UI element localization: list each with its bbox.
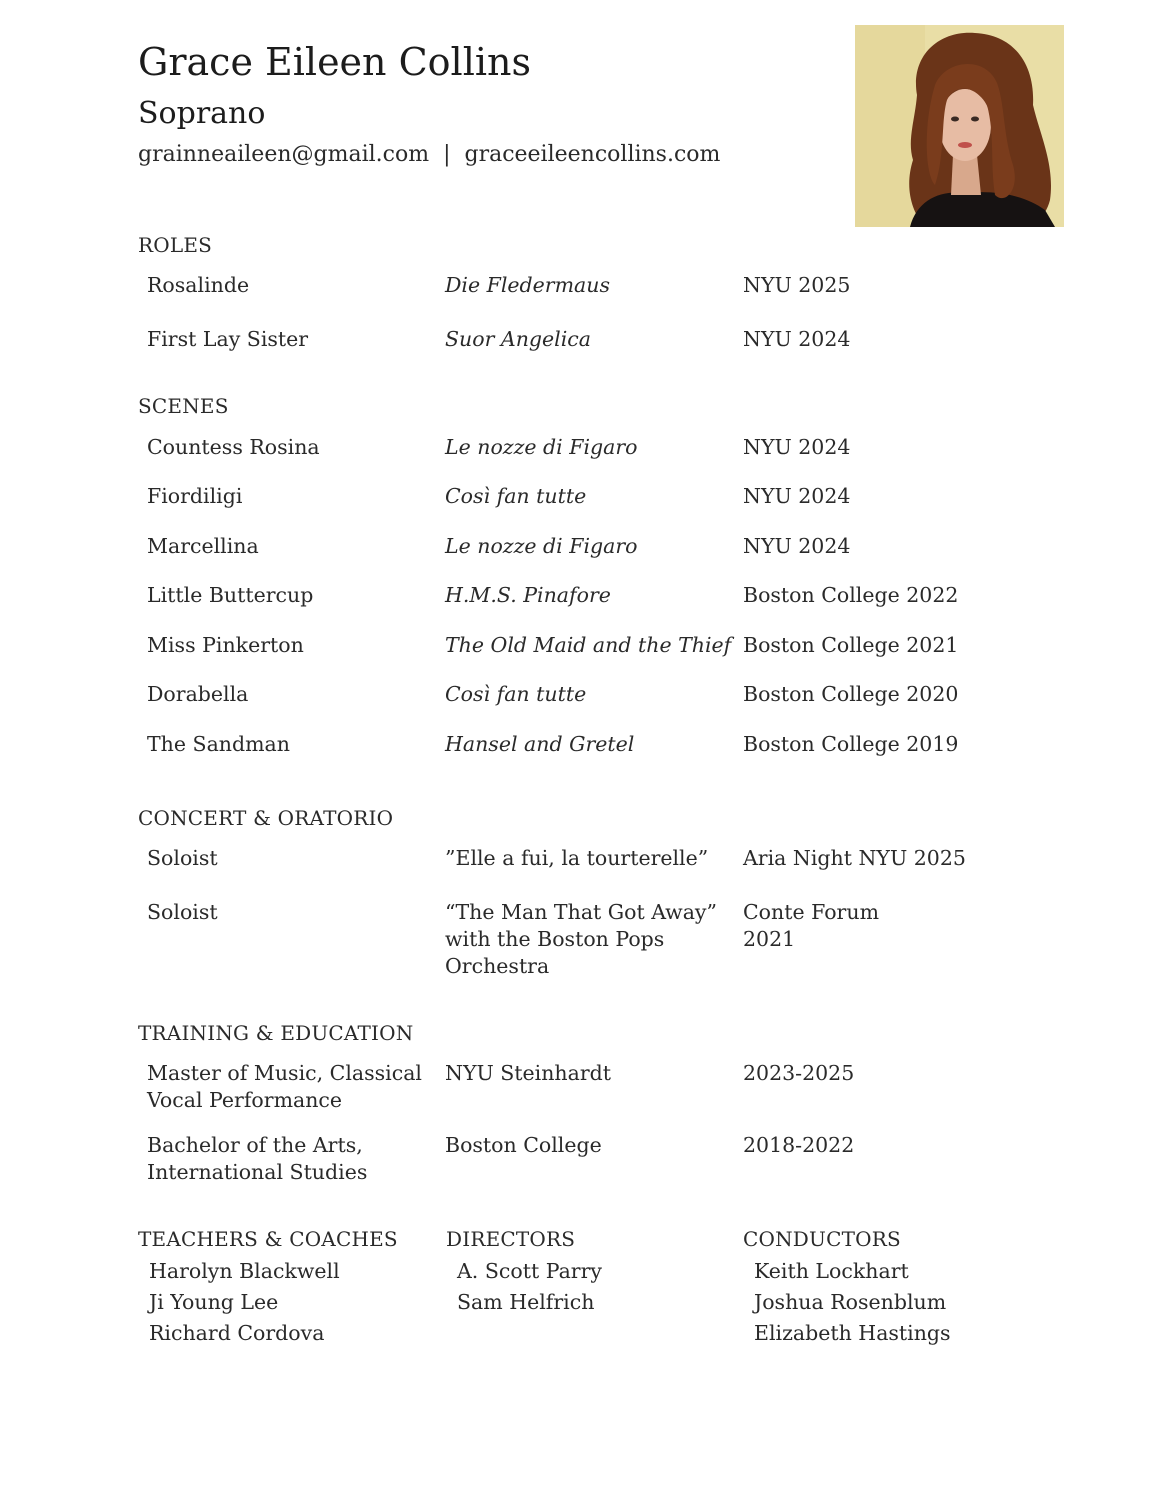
list-item: Keith Lockhart: [754, 1259, 909, 1283]
work-title: Die Fledermaus: [445, 273, 610, 297]
role-name: Fiordiligi: [147, 484, 243, 508]
directors-list: [457, 1256, 602, 1318]
portrait-photo-icon: [855, 25, 1064, 227]
section-heading-roles: ROLES: [138, 233, 213, 257]
role-name: Countess Rosina: [147, 435, 320, 459]
contact-separator: |: [443, 142, 451, 167]
list-item: Elizabeth Hastings: [754, 1321, 951, 1345]
role-name: Marcellina: [147, 534, 259, 558]
section-heading-scenes: SCENES: [138, 394, 229, 418]
section-heading-directors: DIRECTORS: [446, 1227, 576, 1251]
venue-year: Boston College 2020: [743, 682, 959, 706]
list-item: Sam Helfrich: [457, 1290, 595, 1314]
venue-year: Conte Forum 2021: [743, 900, 880, 951]
venue-year: NYU 2025: [743, 273, 851, 297]
email-link[interactable]: grainneaileen@gmail.com: [138, 142, 430, 167]
years: 2023-2025: [743, 1061, 855, 1085]
work-title: Così fan tutte: [445, 484, 587, 508]
venue-year: NYU 2024: [743, 534, 851, 558]
contact-line: [138, 142, 720, 167]
years: 2018-2022: [743, 1133, 855, 1157]
venue-year: NYU 2024: [743, 327, 851, 351]
role-name: Miss Pinkerton: [147, 633, 304, 657]
venue-year: NYU 2024: [743, 484, 851, 508]
work-title: H.M.S. Pinafore: [445, 583, 611, 607]
work-title: ”Elle a fui, la tourterelle”: [445, 846, 709, 870]
website-link[interactable]: graceeileencollins.com: [464, 142, 721, 167]
role-name: Soloist: [147, 900, 218, 924]
conductors-list: [754, 1256, 951, 1349]
role-name: The Sandman: [147, 732, 290, 756]
list-item: Ji Young Lee: [149, 1290, 279, 1314]
performer-name: Grace Eileen Collins: [138, 40, 531, 84]
work-title: “The Man That Got Away” with the Boston Pops Orchestra: [445, 900, 717, 978]
role-name: Little Buttercup: [147, 583, 314, 607]
work-title: Così fan tutte: [445, 682, 587, 706]
role-name: Soloist: [147, 846, 218, 870]
role-name: First Lay Sister: [147, 327, 309, 351]
school: NYU Steinhardt: [445, 1061, 612, 1085]
role-name: Rosalinde: [147, 273, 250, 297]
work-title: Hansel and Gretel: [445, 732, 635, 756]
work-title: Suor Angelica: [445, 327, 591, 351]
degree: Master of Music, Classical Vocal Performance: [147, 1061, 422, 1112]
section-heading-education: TRAINING & EDUCATION: [138, 1021, 414, 1045]
list-item: Harolyn Blackwell: [149, 1259, 340, 1283]
work-title: Le nozze di Figaro: [445, 435, 638, 459]
venue-year: Aria Night NYU 2025: [743, 846, 966, 870]
list-item: A. Scott Parry: [457, 1259, 602, 1283]
venue-year: Boston College 2022: [743, 583, 959, 607]
venue-year: Boston College 2019: [743, 732, 959, 756]
section-heading-teachers: TEACHERS & COACHES: [138, 1227, 398, 1251]
voice-type: Soprano: [138, 96, 266, 131]
headshot-photo: [855, 25, 1064, 227]
school: Boston College: [445, 1133, 602, 1157]
section-heading-conductors: CONDUCTORS: [743, 1227, 901, 1251]
list-item: Joshua Rosenblum: [754, 1290, 947, 1314]
teachers-list: [149, 1256, 340, 1349]
work-title: The Old Maid and the Thief: [445, 633, 732, 657]
work-title: Le nozze di Figaro: [445, 534, 638, 558]
list-item: Richard Cordova: [149, 1321, 325, 1345]
role-name: Dorabella: [147, 682, 249, 706]
venue-year: Boston College 2021: [743, 633, 959, 657]
section-heading-concert: CONCERT & ORATORIO: [138, 806, 394, 830]
venue-year: NYU 2024: [743, 435, 851, 459]
degree: Bachelor of the Arts, International Studies: [147, 1133, 368, 1184]
